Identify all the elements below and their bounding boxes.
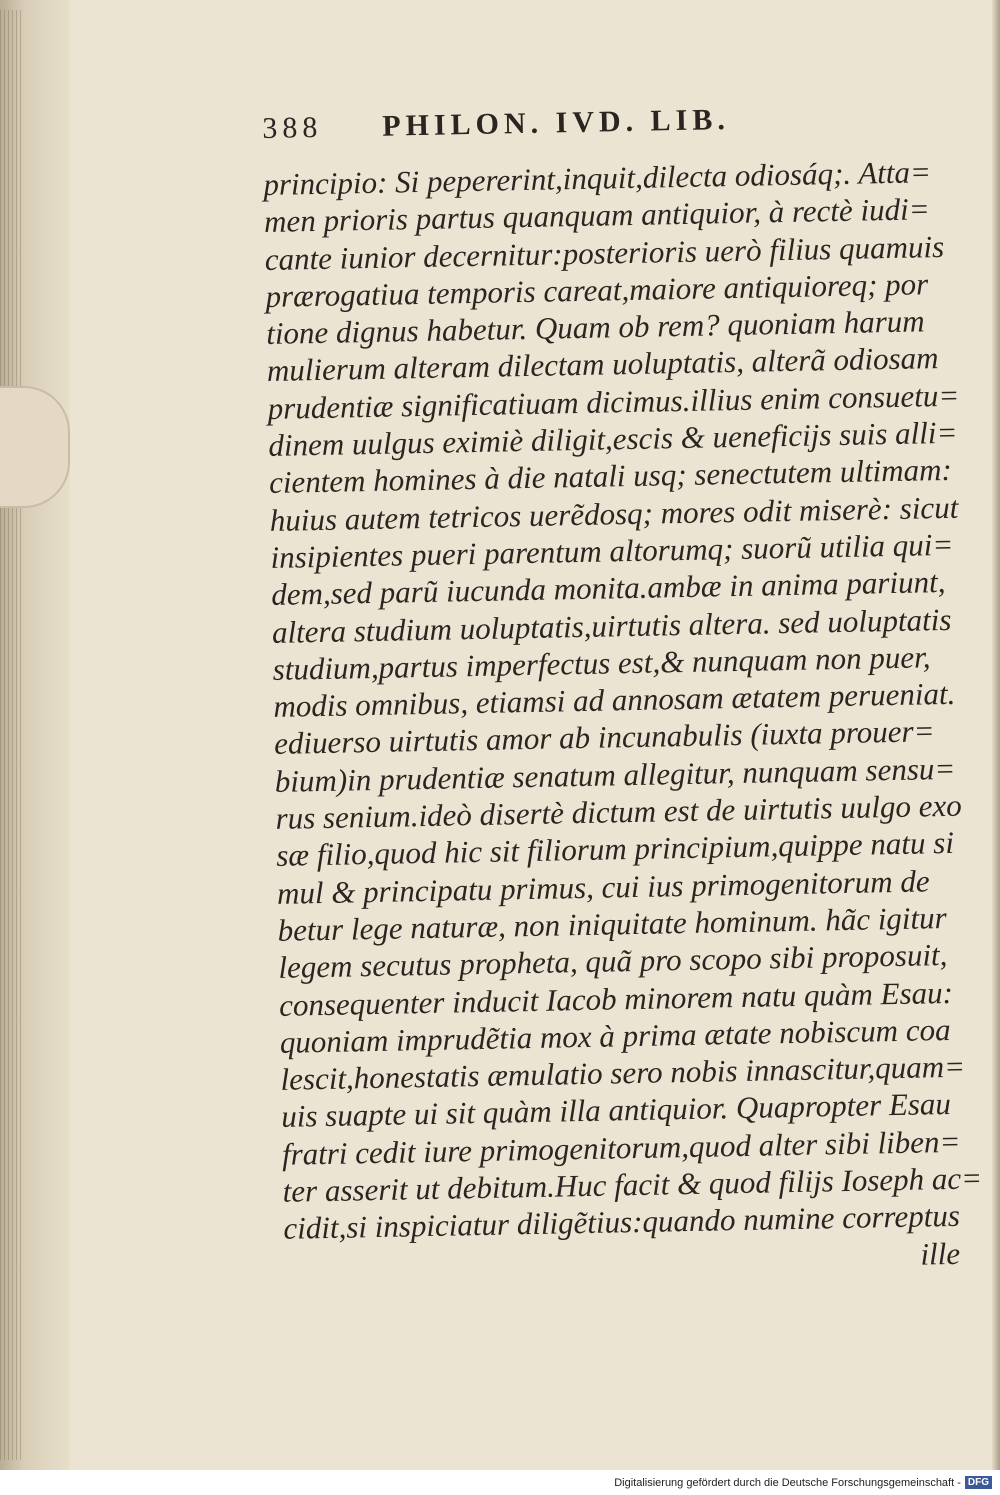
page-edge-lines	[0, 10, 24, 1460]
text-line: altera studium uoluptatis,uirtutis altera. sed uoluptatis	[271, 601, 952, 650]
text-line: consequenter inducit Iacob minorem natu quàm Esau:	[278, 974, 954, 1023]
page-number: 388	[262, 110, 323, 145]
text-line: betur lege naturæ, non iniquitate hominum. hãc igitur	[277, 899, 947, 948]
text-line: rus senium.ideò disertè dictum est de uirtutis uulgo exo	[275, 787, 963, 836]
footer-bar	[0, 1470, 1000, 1495]
text-line: dem,sed parũ iucunda monita.ambæ in anima pariunt,	[270, 564, 946, 613]
text-line: cientem homines à die natali usq; senectutem ultimam:	[268, 452, 953, 501]
text-line: principio: Si pepererint,inquit,dilecta odiosáq;. Atta=	[263, 154, 932, 202]
text-line: huius autem tetricos uerẽdosq; mores odit miserè: sicut	[269, 489, 959, 538]
text-line: insipientes pueri parentum altorumq; suorũ utilia qui=	[270, 526, 954, 575]
text-line: mul & principatu primus, cui ius primogenitorum de	[276, 862, 930, 911]
text-line: ediuerso uirtutis amor ab incunabulis (iuxta prouer=	[273, 713, 935, 762]
text-block	[262, 99, 983, 1285]
text-line: studium,partus imperfectus est,& nunquam non puer,	[272, 639, 931, 687]
text-line: fratri cedit iure primogenitorum,quod alter sibi liben=	[281, 1123, 961, 1172]
text-line: cidit,si inspiciatur diligẽtius:quando numine correptus	[283, 1198, 961, 1247]
text-line: modis omnibus, etiamsi ad annosam ætatem perueniat.	[273, 675, 956, 725]
text-line: prudentiæ significatiuam dicimus.illius enim consuetu=	[267, 377, 960, 426]
text-line: lescit,honestatis æmulatio sero nobis innascitur,quam=	[280, 1048, 966, 1097]
right-page-edge	[992, 0, 1000, 1470]
footer-credit: Digitalisierung gefördert durch die Deutsche Forschungsgemeinschaft -	[614, 1476, 961, 1489]
text-line: mulierum alteram dilectam uoluptatis, alterã odiosam	[266, 340, 939, 389]
text-line: sæ filio,quod hic sit filiorum principium,quippe natu si	[275, 825, 955, 874]
text-line: cante iunior decernitur:posterioris uerò filius quamuis	[264, 228, 945, 277]
text-line: ter asserit ut debitum.Huc facit & quod filijs Ioseph ac=	[282, 1160, 983, 1209]
text-line: legem secutus propheta, quã pro scopo sibi proposuit,	[278, 937, 948, 986]
text-line: prærogatiua temporis careat,maiore antiquioreq; por	[265, 266, 929, 314]
binding-tab	[0, 386, 70, 508]
text-line: bium)in prudentiæ senatum allegitur, nunquam sensu=	[274, 750, 956, 799]
catchword: ille	[920, 1235, 961, 1272]
text-line: dinem uulgus eximiè diligit,escis & ueneficijs suis alli=	[268, 414, 958, 464]
dfg-logo: DFG	[965, 1476, 992, 1489]
text-line: tione dignus habetur. Quam ob rem? quoniam harum	[265, 303, 925, 352]
text-line: men prioris partus quanquam antiquior, à rectè iudi=	[263, 191, 930, 240]
text-line: uis suapte ui sit quàm illa antiquior. Quapropter Esau	[280, 1086, 952, 1135]
running-head: PHILON. IVD. LIB.	[381, 103, 731, 143]
text-line: quoniam imprudẽtia mox à prima ætate nobiscum coa	[279, 1011, 951, 1060]
